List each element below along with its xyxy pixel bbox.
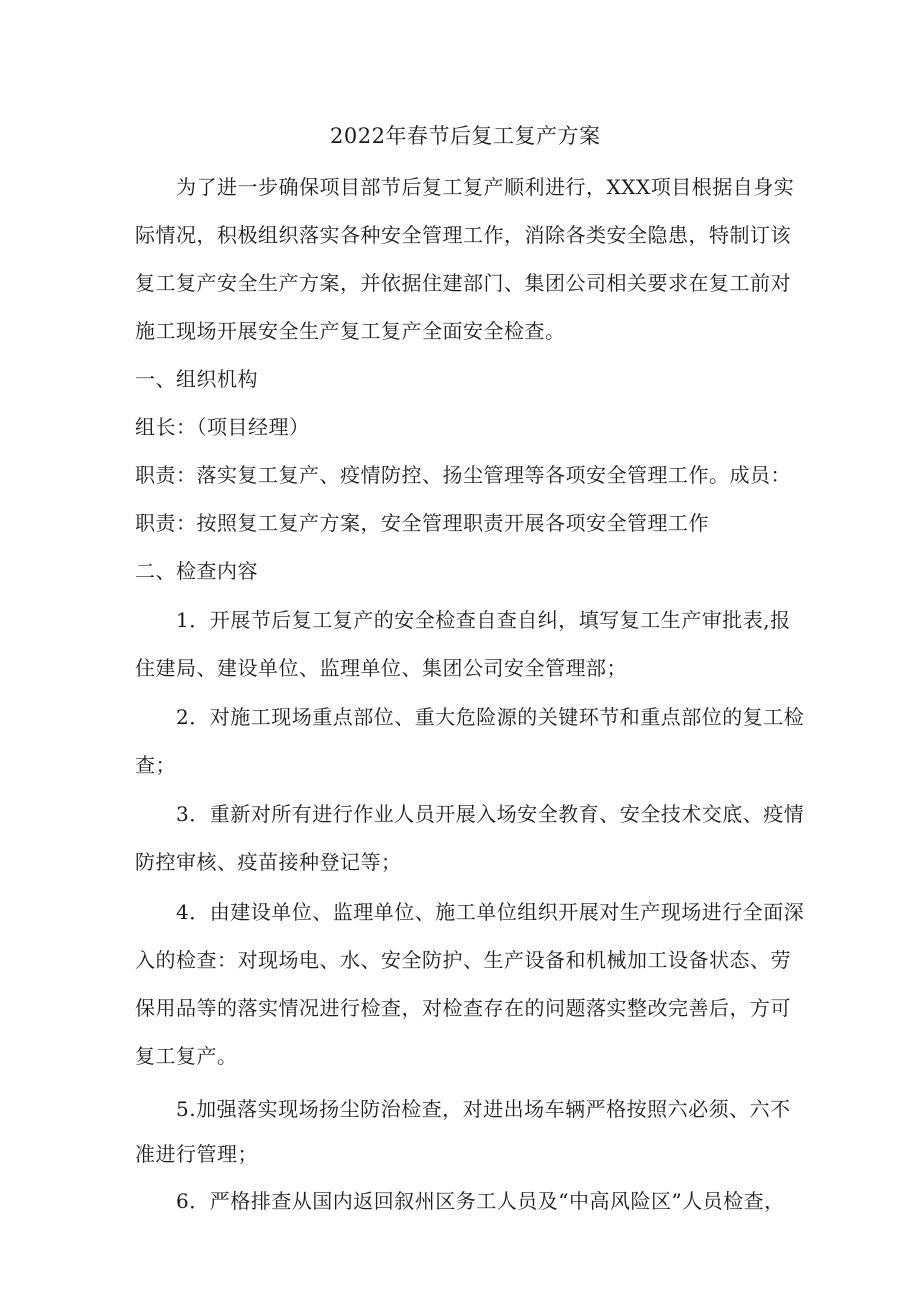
item-5-line-1: 5.加强落实现场扬尘防治检查，对进出场车辆严格按照六必须、六不 [176,1097,791,1121]
intro-line-3: 复工复产安全生产方案，并依据住建部门、集团公司相关要求在复工前对 [135,271,791,295]
document-title: 2022年春节后复工复产方案 [330,124,601,148]
duty-line-1: 职责：落实复工复产、疫情防控、扬尘管理等各项安全管理工作。成员： [135,463,791,487]
intro-line-4: 施工现场开展安全生产复工复产全面安全检查。 [135,319,566,343]
item-2-line-1: 2．对施工现场重点部位、重大危险源的关键环节和重点部位的复工检 [176,705,805,729]
intro-line-1: 为了进一步确保项目部节后复工复产顺利进行，XXX项目根据自身实 [176,175,795,199]
item-6-line-1: 6．严格排查从国内返回叙州区务工人员及“中高风险区”人员检查， [176,1189,785,1213]
item-4-line-4: 复工复产。 [135,1044,238,1068]
item-4-line-2: 入的检查：对现场电、水、安全防护、生产设备和机械加工设备状态、劳 [135,948,791,972]
item-2-line-2: 查； [135,753,176,777]
item-5-line-2: 准进行管理； [135,1142,258,1166]
item-1-line-2: 住建局、建设单位、监理单位、集团公司安全管理部； [135,656,627,680]
item-4-line-3: 保用品等的落实情况进行检查，对检查存在的问题落实整改完善后，方可 [135,996,791,1020]
leader-line: 组长：（项目经理） [135,415,310,439]
item-3-line-1: 3．重新对所有进行作业人员开展入场安全教育、安全技术交底、疫情 [176,802,805,826]
item-3-line-2: 防控审核、疫苗接种登记等； [135,850,402,874]
intro-line-2: 际情况，积极组织落实各种安全管理工作，消除各类安全隐患，特制订该 [135,223,791,247]
item-1-line-1: 1．开展节后复工复产的安全检查自查自纠，填写复工生产审批表,报 [176,608,791,632]
section-1-heading: 一、组织机构 [135,367,258,391]
duty-line-2: 职责：按照复工复产方案，安全管理职责开展各项安全管理工作 [135,511,709,535]
item-4-line-1: 4．由建设单位、监理单位、施工单位组织开展对生产现场进行全面深 [176,900,805,924]
section-2-heading: 二、检查内容 [135,559,258,583]
